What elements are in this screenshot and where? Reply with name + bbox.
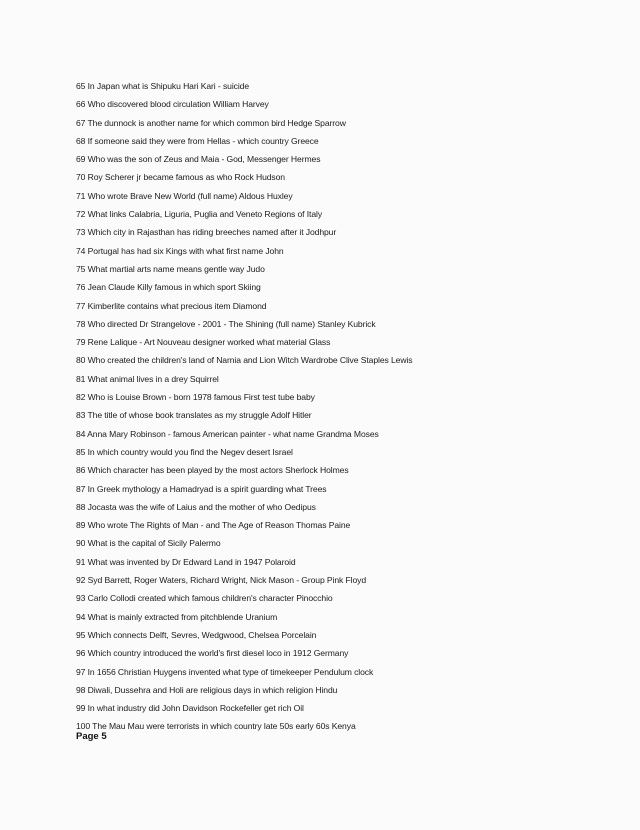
quiz-line: 68 If someone said they were from Hellas - which country Greece xyxy=(76,135,319,146)
quiz-line: 84 Anna Mary Robinson - famous American painter - what name Grandma Moses xyxy=(76,428,379,439)
quiz-line: 74 Portugal has had six Kings with what first name John xyxy=(76,245,284,256)
quiz-line: 88 Jocasta was the wife of Laius and the mother of who Oedipus xyxy=(76,501,316,512)
quiz-line: 81 What animal lives in a drey Squirrel xyxy=(76,373,219,384)
quiz-line: 82 Who is Louise Brown - born 1978 famous First test tube baby xyxy=(76,392,315,403)
quiz-line: 78 Who directed Dr Strangelove - 2001 - The Shining (full name) Stanley Kubrick xyxy=(76,318,376,329)
quiz-line: 92 Syd Barrett, Roger Waters, Richard Wright, Nick Mason - Group Pink Floyd xyxy=(76,575,367,586)
quiz-line: 75 What martial arts name means gentle way Judo xyxy=(76,263,265,274)
quiz-line: 69 Who was the son of Zeus and Maia - God, Messenger Hermes xyxy=(76,154,321,165)
quiz-line: 86 Which character has been played by the most actors Sherlock Holmes xyxy=(76,465,349,476)
quiz-line: 89 Who wrote The Rights of Man - and The Age of Reason Thomas Paine xyxy=(76,520,351,531)
quiz-line: 91 What was invented by Dr Edward Land in 1947 Polaroid xyxy=(76,556,296,567)
quiz-line: 77 Kimberlite contains what precious item Diamond xyxy=(76,300,267,311)
quiz-line: 93 Carlo Collodi created which famous children's character Pinocchio xyxy=(76,593,333,604)
quiz-line: 65 In Japan what is Shipuku Hari Kari - suicide xyxy=(76,81,249,91)
quiz-line: 90 What is the capital of Sicily Palermo xyxy=(76,538,221,549)
quiz-line: 67 The dunnock is another name for which common bird Hedge Sparrow xyxy=(76,117,346,128)
quiz-line: 97 In 1656 Christian Huygens invented what type of timekeeper Pendulum clock xyxy=(76,666,374,677)
quiz-line: 99 In what industry did John Davidson Rockefeller get rich Oil xyxy=(76,703,304,714)
quiz-line: 95 Which connects Delft, Sevres, Wedgwood, Chelsea Porcelain xyxy=(76,629,317,640)
quiz-line: 100 The Mau Mau were terrorists in which country late 50s early 60s Kenya xyxy=(76,721,356,732)
quiz-line: 71 Who wrote Brave New World (full name) Aldous Huxley xyxy=(76,190,293,201)
quiz-line: 70 Roy Scherer jr became famous as who Rock Hudson xyxy=(76,172,285,183)
page-number: Page 5 xyxy=(76,731,107,742)
quiz-line: 83 The title of whose book translates as my struggle Adolf Hitler xyxy=(76,410,312,421)
quiz-line: 98 Diwali, Dussehra and Holi are religious days in which religion Hindu xyxy=(76,684,338,695)
quiz-line: 66 Who discovered blood circulation William Harvey xyxy=(76,99,269,110)
quiz-line: 96 Which country introduced the world's first diesel loco in 1912 Germany xyxy=(76,648,349,659)
quiz-list xyxy=(76,77,616,736)
quiz-line: 72 What links Calabria, Liguria, Puglia and Veneto Regions of Italy xyxy=(76,209,323,220)
quiz-line: 73 Which city in Rajasthan has riding breeches named after it Jodhpur xyxy=(76,227,337,238)
quiz-line: 76 Jean Claude Killy famous in which sport Skiing xyxy=(76,282,261,293)
quiz-line: 85 In which country would you find the Negev desert Israel xyxy=(76,446,293,457)
quiz-line: 79 Rene Lalique - Art Nouveau designer worked what material Glass xyxy=(76,337,331,348)
quiz-line: 80 Who created the children's land of Narnia and Lion Witch Wardrobe Clive Staples Lewis xyxy=(76,355,413,366)
quiz-line: 87 In Greek mythology a Hamadryad is a spirit guarding what Trees xyxy=(76,483,327,494)
quiz-line: 94 What is mainly extracted from pitchblende Uranium xyxy=(76,611,278,622)
